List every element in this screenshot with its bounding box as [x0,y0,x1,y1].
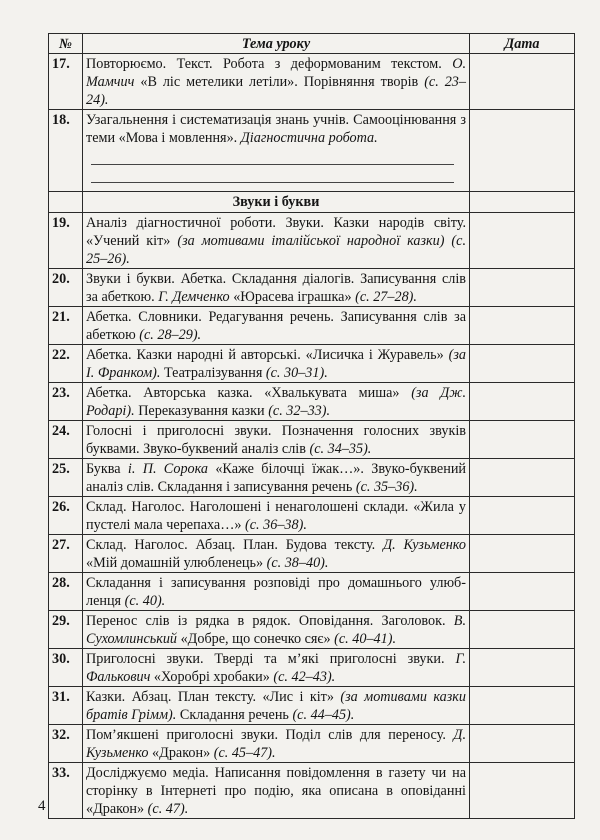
topic-text: Складання і записування розповіді про домашнього улюбленця [86,575,466,609]
date-cell [470,110,575,192]
topic-text: Узагальнення і систематизація знань учнів. Самооцінювання з теми «Мова і мовлення». [86,112,466,146]
lesson-topic [83,383,470,421]
lesson-number: 21. [49,307,83,345]
date-cell [470,269,575,307]
lesson-number: 18. [49,110,83,192]
page-number: 4 [38,798,46,814]
topic-text: Звуки і букви. Абетка. Складання діалогів. Записування слів за абеткою. [86,271,466,305]
topic-text: «Каже білочці їжак…». Звуко-буквений аналіз слів. Складання і записування речень [86,461,466,495]
lesson-topic [83,687,470,725]
lesson-topic [83,213,470,269]
lesson-row [49,213,575,269]
date-cell [470,345,575,383]
topic-italic-text: (с. 45–47). [213,745,276,761]
lesson-row [49,307,575,345]
lesson-row [49,345,575,383]
topic-text: «Хоробрі хробаки» [150,669,274,685]
topic-text: Казки. Абзац. План тексту. «Лис і кіт» [86,689,341,705]
lesson-number: 28. [49,573,83,611]
topic-text: Абетка. Авторська казка. «Хвалькувата миша» [86,385,412,401]
topic-text: «Юрасева іграшка» [229,289,356,305]
date-cell [470,307,575,345]
topic-italic-text: (за мотивами італійської народної казки) (с. 25–26). [86,233,466,267]
topic-italic-text: (за І. Франком). [86,347,466,381]
section-num-cell [49,192,83,213]
lesson-number: 32. [49,725,83,763]
topic-italic-text: (с. 36–38). [245,517,307,533]
topic-italic-text: (с. 35–36). [355,479,418,495]
lesson-row [49,54,575,110]
date-cell [470,213,575,269]
section-title: Звуки і букви [83,192,470,213]
topic-italic-text: (с. 23–24). [86,74,466,108]
topic-italic-text: Д. Кузьменко [86,727,466,761]
lesson-number: 23. [49,383,83,421]
date-cell [470,497,575,535]
topic-text: Складання речень [176,707,293,723]
topic-text: Голосні і приголосні звуки. Позначення голосних звуків буквами. Звуко-буквений аналіз слів [86,423,466,457]
lesson-plan-table [48,33,575,819]
date-cell [470,611,575,649]
topic-italic-text: (с. 27–28). [355,289,417,305]
topic-italic-text: (с. 40). [124,593,166,609]
topic-italic-text: (с. 38–40). [266,555,329,571]
topic-italic-text: (с. 32–33). [268,403,331,419]
lesson-topic [83,611,470,649]
topic-text: «Дракон» [148,745,214,761]
lesson-row [49,535,575,573]
lesson-row [49,725,575,763]
topic-italic-text: Діагностична робота. [240,130,378,146]
topic-italic-text: Г. Демченко [158,289,230,305]
topic-text: Перенос слів із рядка в рядок. Оповідання. Заголовок. [86,613,454,629]
lesson-topic [83,649,470,687]
blank-writing-line [91,165,454,183]
topic-text: Склад. Наголос. Абзац. План. Будова тексту. [86,537,384,553]
topic-italic-text: В. Сухомлинський [86,613,466,647]
topic-italic-text: Д. Кузьменко [383,537,466,553]
lesson-topic [83,497,470,535]
lesson-topic [83,269,470,307]
topic-italic-text: (за мотивами казки братів Грімм). [86,689,466,723]
topic-text: Абетка. Казки народні й авторські. «Лисичка і Журавель» [86,347,449,363]
header-date: Дата [470,34,575,54]
lesson-row [49,649,575,687]
date-cell [470,687,575,725]
lesson-row [49,110,575,192]
lesson-row [49,687,575,725]
lesson-number: 25. [49,459,83,497]
lesson-number: 33. [49,763,83,819]
lesson-number: 19. [49,213,83,269]
topic-italic-text: (с. 44–45). [292,707,355,723]
topic-text: Абетка. Словники. Редагування речень. Записування слів за абеткою [86,309,466,343]
blank-writing-line [91,147,454,165]
section-row [49,192,575,213]
topic-italic-text: О. Мамчич [86,56,466,90]
lesson-row [49,497,575,535]
lesson-number: 22. [49,345,83,383]
header-num: № [49,34,83,54]
lesson-topic [83,763,470,819]
date-cell [470,535,575,573]
topic-text: Склад. Наголос. Наголошені і ненаголошені склади. «Жила у пустелі мала черепаха…» [86,499,466,533]
topic-text: Повторюємо. Текст. Робота з деформованим текстом. [86,56,453,72]
topic-text: «Мій домашній улюбленець» [86,555,267,571]
topic-italic-text: (с. 34–35). [309,441,372,457]
lesson-topic [83,110,470,192]
date-cell [470,192,575,213]
lesson-row [49,573,575,611]
lesson-topic [83,573,470,611]
lesson-number: 24. [49,421,83,459]
topic-italic-text: (с. 42–43). [273,669,336,685]
topic-italic-text: (с. 30–31). [265,365,328,381]
lesson-row [49,611,575,649]
topic-text: «Добре, що сонечко сяє» [177,631,335,647]
lesson-number: 20. [49,269,83,307]
lesson-topic [83,54,470,110]
lesson-row [49,459,575,497]
lesson-row [49,383,575,421]
topic-text: Переказування казки [134,403,269,419]
lesson-number: 17. [49,54,83,110]
date-cell [470,649,575,687]
topic-text: Приголосні звуки. Тверді та м’які приголосні звуки. [86,651,456,667]
lesson-row [49,421,575,459]
date-cell [470,725,575,763]
lesson-topic [83,307,470,345]
lesson-number: 29. [49,611,83,649]
topic-italic-text: (с. 40–41). [334,631,396,647]
date-cell [470,421,575,459]
topic-italic-text: (с. 28–29). [139,327,202,343]
topic-italic-text: (за Дж. Родарі). [86,385,467,419]
topic-text: Пом’якшені приголосні звуки. Поділ слів для переносу. [86,727,454,743]
topic-italic-text: і. П. Сорока [127,461,209,477]
topic-italic-text: Г. Фалькович [86,651,466,685]
lesson-number: 26. [49,497,83,535]
topic-text: Аналіз діагностичної роботи. Звуки. Казки народів світу. «Учений кіт» [86,215,466,249]
lesson-row [49,763,575,819]
table-header [49,34,575,54]
date-cell [470,459,575,497]
lesson-number: 31. [49,687,83,725]
lesson-number: 30. [49,649,83,687]
topic-text: Досліджуємо медіа. Написання повідомлення в газету чи на сторінку в Інтернеті про подію, яка описана в оповіданні «Дракон» [86,765,466,817]
topic-text: Театралізування [160,365,266,381]
lesson-number: 27. [49,535,83,573]
topic-italic-text: (с. 47). [147,801,189,817]
topic-text: «В ліс метелики летіли». Порівняння творів [134,74,425,90]
lesson-topic [83,345,470,383]
lesson-topic [83,459,470,497]
topic-text: Буква [86,461,128,477]
date-cell [470,573,575,611]
date-cell [470,54,575,110]
lesson-topic [83,725,470,763]
date-cell [470,383,575,421]
lesson-topic [83,535,470,573]
header-topic: Тема уроку [83,34,470,54]
lesson-topic [83,421,470,459]
date-cell [470,763,575,819]
lesson-row [49,269,575,307]
